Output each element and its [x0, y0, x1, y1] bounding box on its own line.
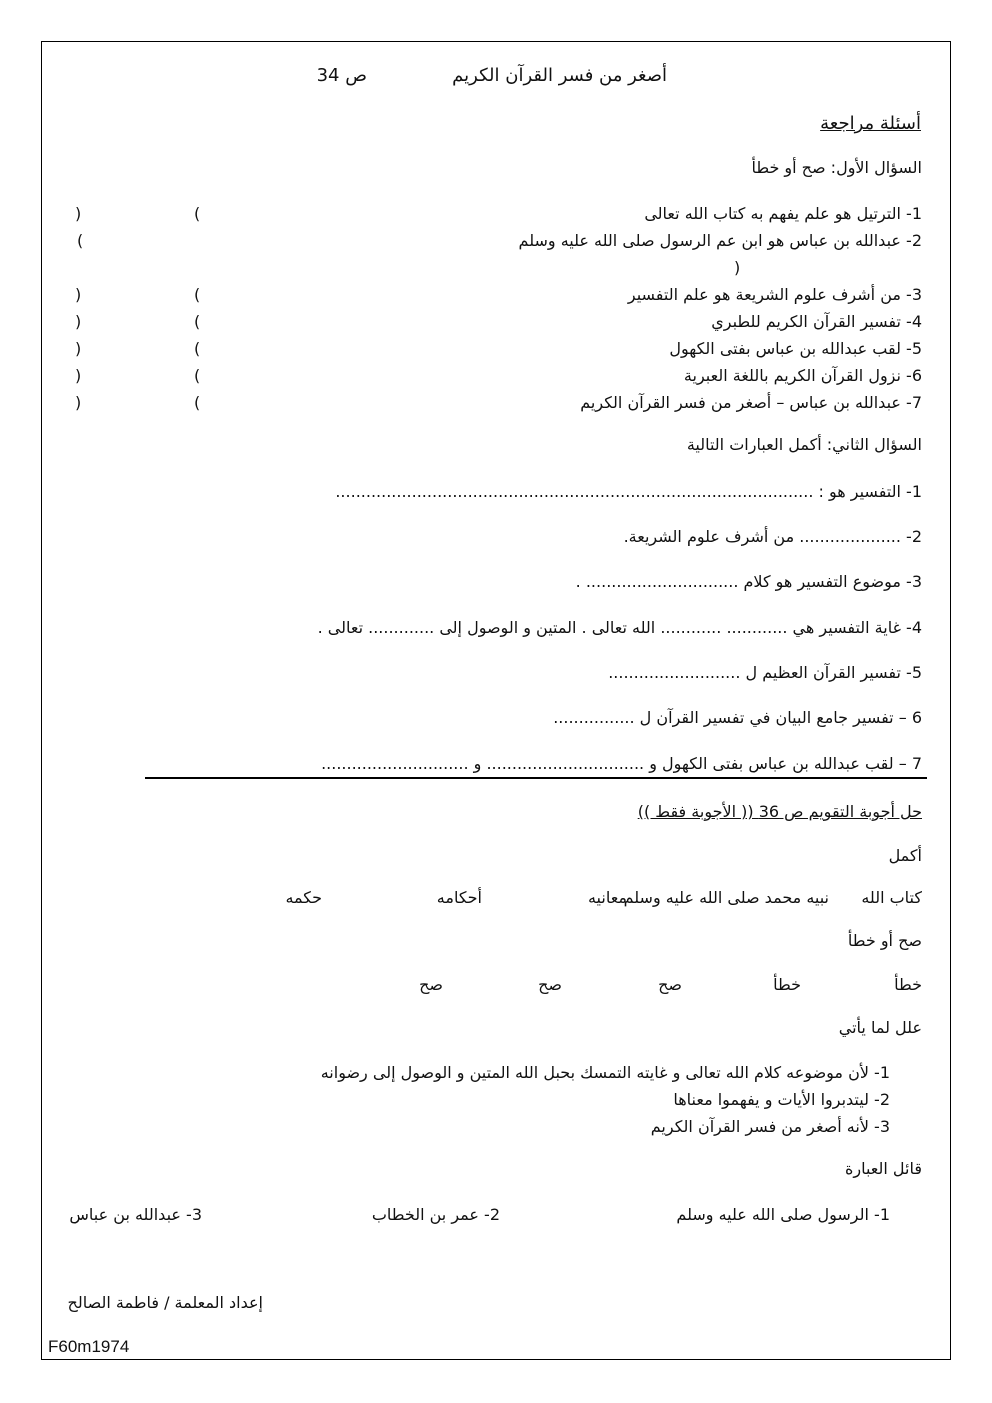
q2-item-5: 5- تفسير القرآن العظيم ل .......................... [608, 663, 922, 682]
q1-close-paren-7: ) [75, 393, 82, 412]
q1-open-paren-3: ( [194, 285, 201, 304]
q1-item-3: 3- من أشرف علوم الشريعة هو علم التفسير [627, 285, 922, 304]
document-code: F60m1974 [48, 1337, 130, 1356]
q2-item-1: 1- التفسير هو : .............................................................................................. [335, 482, 922, 501]
q1-open-paren-6: ( [194, 366, 201, 385]
q1-close-paren-2: ) [734, 258, 741, 277]
answers-heading: حل أجوبة التقويم ص 36 (( الأجوبة فقط )) [637, 802, 922, 821]
q1-item-6: 6- نزول القرآن الكريم باللغة العبرية [683, 366, 922, 385]
worksheet-page [41, 41, 951, 1360]
complete-word-4: أحكامه [436, 888, 482, 907]
speaker-item-2: 2- عمر بن الخطاب [371, 1205, 500, 1224]
q1-close-paren-4: ) [75, 312, 82, 331]
tf-answer-1: خطأ [894, 975, 922, 994]
q2-title: السؤال الثاني: أكمل العبارات التالية [686, 435, 922, 454]
q1-item-5: 5- لقب عبدالله بن عباس بفتى الكهول [669, 339, 922, 358]
tf-answer-2: خطأ [773, 975, 801, 994]
complete-word-2: نبيه محمد صلى الله عليه وسلم [623, 888, 829, 907]
section-divider [145, 777, 927, 779]
q1-close-paren-3: ) [75, 285, 82, 304]
speaker-item-1: 1- الرسول صلى الله عليه وسلم [676, 1205, 890, 1224]
q1-open-paren-7: ( [194, 393, 201, 412]
page-reference: ص 34 [316, 65, 367, 86]
q1-item-1: 1- الترتيل هو علم يفهم به كتاب الله تعالى [644, 204, 922, 223]
complete-word-1: كتاب الله [861, 888, 922, 907]
tf-answer-5: صح [419, 975, 443, 994]
prepared-by: إعداد المعلمة / فاطمة الصالح [67, 1293, 263, 1312]
reason-item-2: 2- ليتدبروا الأيات و يفهموا معناها [673, 1090, 890, 1109]
reasons-title: علل لما يأتي [838, 1018, 922, 1037]
reason-item-3: 3- لأنه أصغر من فسر القرآن الكريم [650, 1117, 890, 1136]
complete-title: أكمل [888, 846, 922, 865]
q1-close-paren-5: ) [75, 339, 82, 358]
q1-close-paren-1: ) [75, 204, 82, 223]
q2-item-3: 3- موضوع التفسير هو كلام .............................. . [575, 572, 922, 591]
q1-item-4: 4- تفسير القرآن الكريم للطبري [711, 312, 922, 331]
complete-word-5: حكمه [285, 888, 322, 907]
review-heading: أسئلة مراجعة [820, 113, 921, 134]
q2-item-4: 4- غاية التفسير هي ............ ............ الله تعالى . المتين و الوصول إلى ............. تعالى . [317, 618, 922, 637]
q2-item-6: 6 – تفسير جامع البيان في تفسير القرآن ل ................ [553, 708, 922, 727]
complete-word-3: معانيه [587, 888, 627, 907]
speaker-title: قائل العبارة [844, 1159, 922, 1178]
speaker-item-3: 3- عبدالله بن عباس [69, 1205, 202, 1224]
tf-answer-4: صح [538, 975, 562, 994]
q1-title: السؤال الأول: صح أو خطأ [751, 158, 922, 177]
q1-open-paren-2: ( [77, 231, 84, 250]
tf-answer-3: صح [658, 975, 682, 994]
worksheet-title: أصغر من فسر القرآن الكريم [452, 65, 667, 86]
q1-item-7: 7- عبدالله بن عباس – أصغر من فسر القرآن الكريم [580, 393, 922, 412]
q1-item-2: 2- عبدالله بن عباس هو ابن عم الرسول صلى الله عليه وسلم [518, 231, 922, 250]
q1-close-paren-6: ) [75, 366, 82, 385]
q1-open-paren-5: ( [194, 339, 201, 358]
q1-open-paren-1: ( [194, 204, 201, 223]
reason-item-1: 1- لأن موضوعه كلام الله تعالى و غايته التمسك بحبل الله المتين و الوصول إلى رضوانه [320, 1063, 890, 1082]
true-false-title: صح أو خطأ [847, 931, 922, 950]
q2-item-7: 7 – لقب عبدالله بن عباس بفتى الكهول و ............................... و ............................. [321, 754, 922, 773]
q1-open-paren-4: ( [194, 312, 201, 331]
q2-item-2: 2- .................... من أشرف علوم الشريعة. [623, 527, 922, 546]
